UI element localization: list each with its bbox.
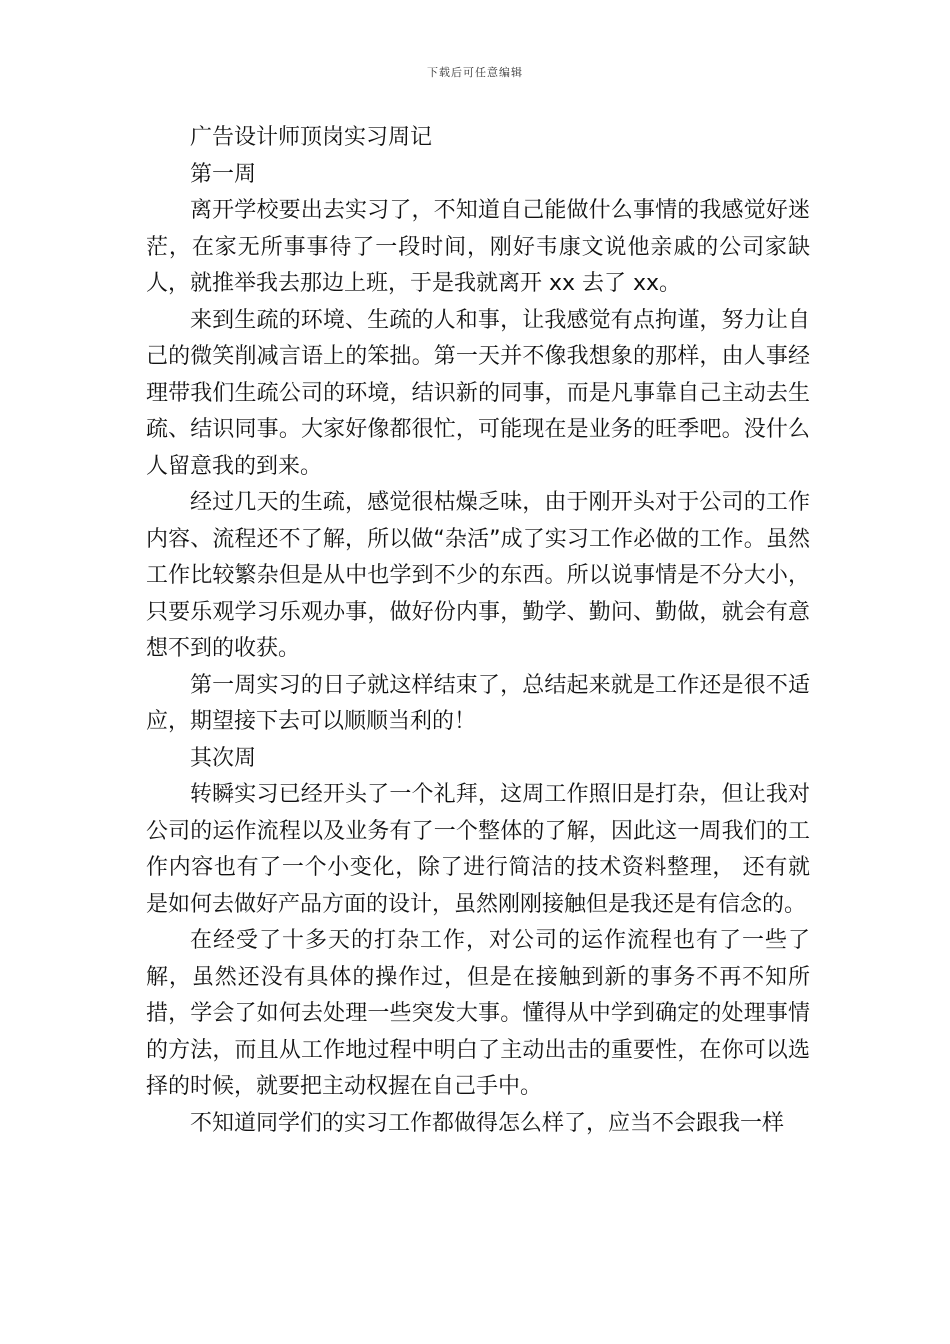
document-body [146, 120, 810, 1142]
paragraph-week-two-heading: 其次周 [190, 745, 257, 771]
paragraph-week-one-heading: 第一周 [190, 161, 257, 187]
paragraph: 不知道同学们的实习工作都做得怎么样了，应当不会跟我一样 [190, 1110, 785, 1136]
document-title: 广告设计师顶岗实习周记 [190, 125, 433, 150]
paragraph: 离开学校要出去实习了，不知道自己能做什么事情的我感觉好迷茫，在家无所事事待了一段时间，刚好韦康文说他亲戚的公司家缺人，就推举我去那边上班，于是我就离开 xx 去了 xx。 [146, 198, 810, 296]
paragraph: 第一周实习的日子就这样结束了，总结起来就是工作还是很不适应，期望接下去可以顺顺当利的！ [146, 672, 810, 734]
paragraph: 经过几天的生疏，感觉很枯燥乏味，由于刚开头对于公司的工作内容、流程还不了解，所以做“杂活”成了实习工作必做的工作。虽然工作比较繁杂但是从中也学到不少的东西。所以说事情是不分大小，只要乐观学习乐观办事，做好份内事，勤学、勤问、勤做，就会有意想不到的收获。 [146, 490, 810, 661]
paragraph: 在经受了十多天的打杂工作，对公司的运作流程也有了一些了解，虽然还没有具体的操作过，但是在接触到新的事务不再不知所措，学会了如何去处理一些突发大事。懂得从中学到确定的处理事情的方法，而且从工作地过程中明白了主动出击的重要性，在你可以选择的时候，就要把主动权握在自己手中。 [146, 928, 810, 1099]
paragraph: 来到生疏的环境、生疏的人和事，让我感觉有点拘谨，努力让自己的微笑削减言语上的笨拙。第一天并不像我想象的那样，由人事经理带我们生疏公司的环境，结识新的同事，而是凡事靠自己主动去生疏、结识同事。大家好像都很忙，可能现在是业务的旺季吧。没什么人留意我的到来。 [146, 307, 810, 479]
paragraph: 转瞬实习已经开头了一个礼拜，这周工作照旧是打杂，但让我对公司的运作流程以及业务有了一个整体的了解，因此这一周我们的工作内容也有了一个小变化，除了进行简洁的技术资料整理， 还有就是如何去做好产品方面的设计，虽然刚刚接触但是我还是有信念的。 [146, 782, 810, 917]
header-note: 下载后可任意编辑 [427, 66, 523, 79]
